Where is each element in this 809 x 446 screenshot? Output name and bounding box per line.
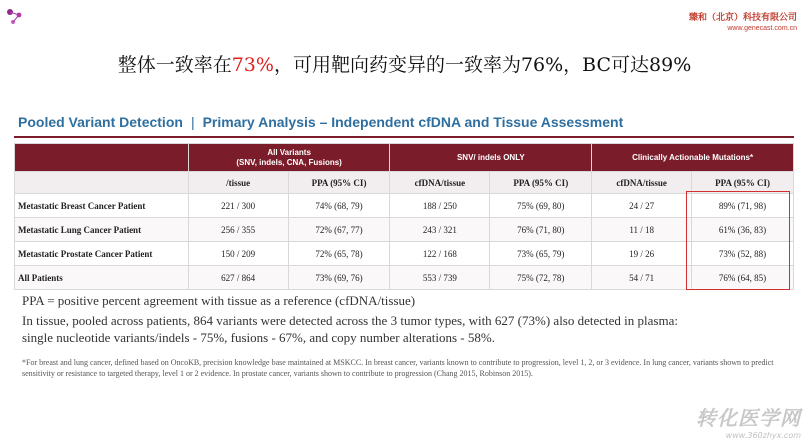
table-cell: 122 / 168 — [390, 242, 490, 266]
table-cell: 73% (65, 79) — [490, 242, 592, 266]
table-cell: 75% (72, 78) — [490, 266, 592, 290]
subheader-cell: PPA (95% CI) — [288, 172, 390, 194]
table-cell: 76% (64, 85) — [692, 266, 794, 290]
ppa-definition: PPA = positive percent agreement with tissue as a reference (cfDNA/tissue) — [22, 293, 416, 308]
table-corner — [15, 144, 189, 172]
subheader-cell: cfDNA/tissue — [390, 172, 490, 194]
table-row — [15, 218, 794, 242]
table-row — [15, 194, 794, 218]
highlight-box — [686, 191, 790, 290]
subheader-cell: /tissue — [188, 172, 288, 194]
section-title-right: Primary Analysis – Independent cfDNA and Tissue Assessment — [202, 114, 624, 130]
headline-part1: 整体一致率在 — [117, 54, 232, 76]
table-cell: 256 / 355 — [188, 218, 288, 242]
group-header-line1: Clinically Actionable Mutations* — [632, 152, 754, 162]
table-cell: 89% (71, 98) — [692, 194, 794, 218]
table-cell: 188 / 250 — [390, 194, 490, 218]
subheader-cell: PPA (95% CI) — [490, 172, 592, 194]
company-url: www.genecast.com.cn — [727, 25, 797, 32]
table-cell: 221 / 300 — [188, 194, 288, 218]
table-cell: 243 / 321 — [390, 218, 490, 242]
headline-highlight: 73% — [231, 54, 274, 76]
footnote: *For breast and lung cancer, defined based on OncoKB, precision knowledge base maintained at MSKCC. In breast cancer, variants known to contribute to progression, level 1, 2, or 3 evidence. In lung cancer, variants shown to predict sensitivity or resistance to targeted therapy, level 1 or 2 evidence. In prostate cancer, variants shown to contribute to progression (Chang 2015, Robinson 2015). — [22, 358, 774, 378]
table-cell: 73% (52, 88) — [692, 242, 794, 266]
section-title — [18, 114, 623, 130]
table-cell: 73% (69, 76) — [288, 266, 390, 290]
subheader-cell: cfDNA/tissue — [592, 172, 692, 194]
summary-line1: In tissue, pooled across patients, 864 variants were detected across the 3 tumor types, with 627 (73%) also detected in plasma: — [22, 313, 678, 328]
table-cell: 72% (67, 77) — [288, 218, 390, 242]
section-title-left: Pooled Variant Detection — [18, 114, 183, 130]
group-header-line1: All Variants — [267, 147, 311, 157]
row-label: All Patients — [15, 266, 189, 290]
table-cell: 61% (36, 83) — [692, 218, 794, 242]
headline-part2: ，可用靶向药变异的一致率为76%，BC可达89% — [273, 54, 692, 76]
row-label: Metastatic Breast Cancer Patient — [15, 194, 189, 218]
summary-line2: single nucleotide variants/indels - 75%, fusions - 67%, and copy number alterations - 58%. — [22, 330, 495, 345]
row-label: Metastatic Lung Cancer Patient — [15, 218, 189, 242]
company-name: 臻和（北京）科技有限公司 — [688, 13, 797, 23]
table-cell: 553 / 739 — [390, 266, 490, 290]
section-title-separator: | — [190, 114, 195, 130]
group-header-line1: SNV/ indels ONLY — [456, 152, 525, 162]
watermark — [696, 402, 801, 440]
watermark-name: 转化医学网 — [696, 406, 801, 430]
table-cell: 75% (69, 80) — [490, 194, 592, 218]
subheader-cell: PPA (95% CI) — [692, 172, 794, 194]
group-header-snv-indels — [390, 144, 592, 172]
molecule-logo-icon — [4, 6, 26, 28]
table-cell: 19 / 26 — [592, 242, 692, 266]
table-cell: 74% (68, 79) — [288, 194, 390, 218]
group-header-actionable — [592, 144, 794, 172]
table-row — [15, 242, 794, 266]
watermark-url: www.360zhyx.com — [725, 431, 801, 440]
slide-headline — [0, 50, 809, 77]
company-info — [689, 10, 797, 32]
table-cell: 54 / 71 — [592, 266, 692, 290]
table-cell: 150 / 209 — [188, 242, 288, 266]
subheader-blank — [15, 172, 189, 194]
results-table — [14, 143, 794, 290]
title-rule — [14, 136, 794, 138]
table-cell: 627 / 864 — [188, 266, 288, 290]
table-cell: 76% (71, 80) — [490, 218, 592, 242]
row-label: Metastatic Prostate Cancer Patient — [15, 242, 189, 266]
table-row — [15, 266, 794, 290]
group-header-all-variants — [188, 144, 390, 172]
table-cell: 24 / 27 — [592, 194, 692, 218]
table-cell: 72% (65, 78) — [288, 242, 390, 266]
group-header-line2: (SNV, indels, CNA, Fusions) — [236, 157, 342, 167]
table-cell: 11 / 18 — [592, 218, 692, 242]
